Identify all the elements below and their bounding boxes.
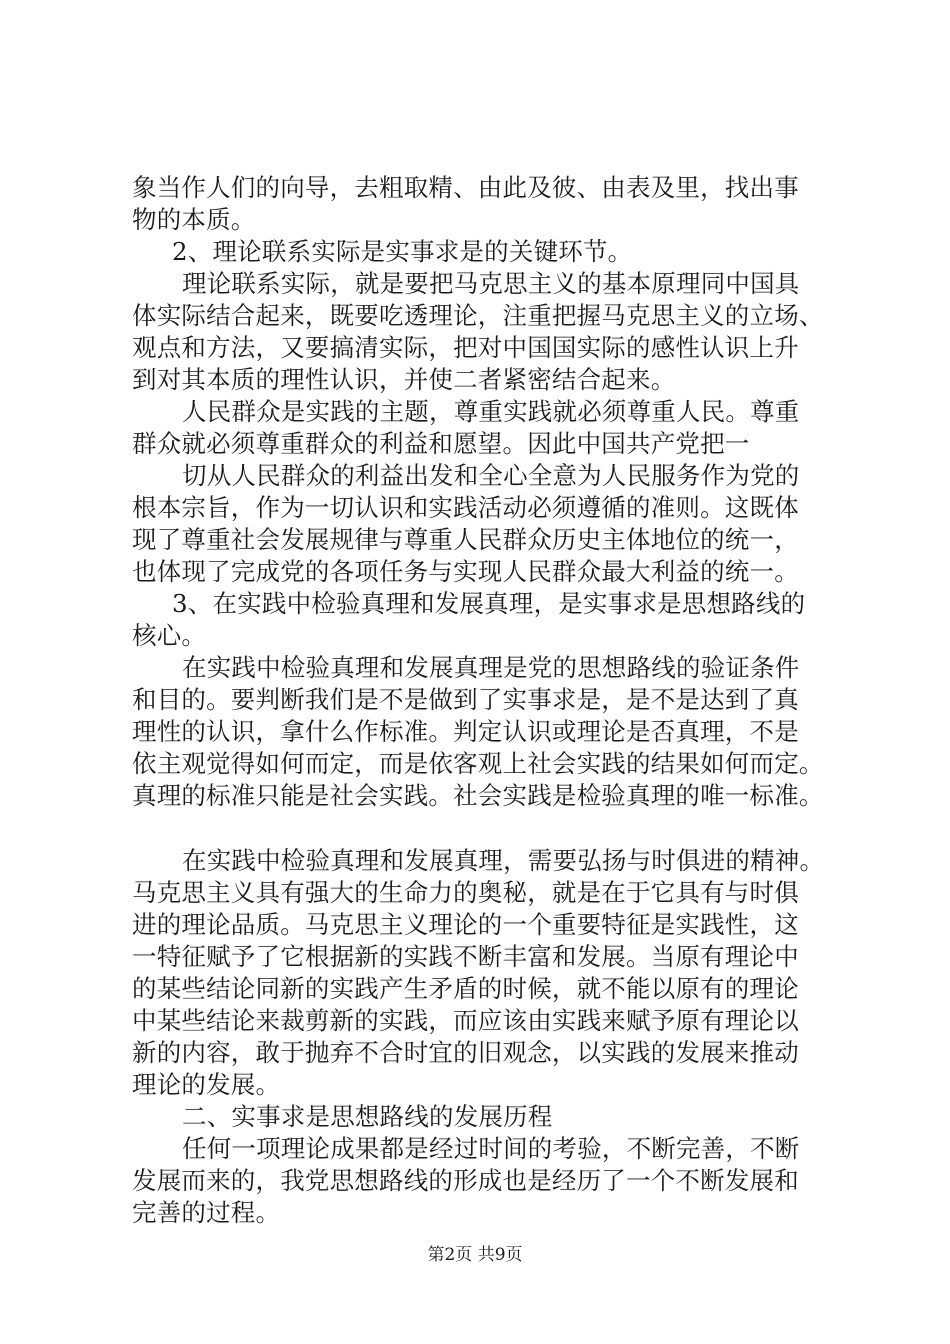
text-line: 在实践中检验真理和发展真理是党的思想路线的验证条件 (182, 653, 800, 682)
text-line: 根本宗旨，作为一切认识和实践活动必须遵循的准则。这既体 (132, 493, 799, 522)
text-line: 象当作人们的向导，去粗取精、由此及彼、由表及里，找出事 (132, 173, 799, 202)
text-line: 马克思主义具有强大的生命力的奥秘，就是在于它具有与时俱 (132, 878, 799, 907)
text-line: 切从人民群众的利益出发和全心全意为人民服务作为党的 (182, 461, 800, 490)
text-line: 中某些结论来裁剪新的实践，而应该由实践来赋予原有理论以 (132, 1006, 799, 1035)
text-line: 在实践中检验真理和发展真理，需要弘扬与时俱进的精神。 (182, 846, 825, 875)
text-line: 也体现了完成党的各项任务与实现人民群众最大利益的统一。 (132, 557, 799, 586)
text-line: 和目的。要判断我们是不是做到了实事求是，是不是达到了真 (132, 685, 799, 714)
text-line: 观点和方法，又要搞清实际，把对中国国实际的感性认识上升 (132, 333, 799, 362)
section-heading: 2、理论联系实际是实事求是的关键环节。 (172, 237, 633, 266)
text-line: 发展而来的，我党思想路线的形成也是经历了一个不断发展和 (132, 1166, 799, 1195)
text-line: 任何一项理论成果都是经过时间的考验，不断完善，不断 (182, 1134, 800, 1163)
text-line: 群众就必须尊重群众的利益和愿望。因此中国共产党把一 (132, 429, 750, 458)
text-line: 现了尊重社会发展规律与尊重人民群众历史主体地位的统一， (132, 525, 799, 554)
text-line: 理论联系实际，就是要把马克思主义的基本原理同中国具 (182, 269, 800, 298)
text-line: 一特征赋予了它根据新的实践不断丰富和发展。当原有理论中 (132, 942, 799, 971)
page-number-footer: 第2页 共9页 (427, 1245, 523, 1265)
document-body (132, 172, 832, 1229)
text-line: 的某些结论同新的实践产生矛盾的时候，就不能以原有的理论 (132, 974, 799, 1003)
text-line: 依主观觉得如何而定，而是依客观上社会实践的结果如何而定。 (132, 749, 824, 778)
text-line: 理论的发展。 (132, 1070, 281, 1099)
text-line: 新的内容，敢于抛弃不合时宜的旧观念，以实践的发展来推动 (132, 1038, 799, 1067)
section-heading: 3、在实践中检验真理和发展真理，是实事求是思想路线的 (172, 589, 806, 618)
text-line: 真理的标准只能是社会实践。社会实践是检验真理的唯一标准。 (132, 781, 824, 810)
text-line: 人民群众是实践的主题，尊重实践就必须尊重人民。尊重 (182, 397, 800, 426)
text-line: 理性的认识，拿什么作标准。判定认识或理论是否真理，不是 (132, 717, 799, 746)
text-line: 到对其本质的理性认识，并使二者紧密结合起来。 (132, 365, 676, 394)
text-line: 体实际结合起来，既要吃透理论，注重把握马克思主义的立场、 (132, 301, 824, 330)
text-line: 完善的过程。 (132, 1198, 281, 1227)
text-line: 进的理论品质。马克思主义理论的一个重要特征是实践性，这 (132, 910, 799, 939)
text-line: 核心。 (132, 621, 207, 650)
section-heading: 二、实事求是思想路线的发展历程 (182, 1102, 553, 1131)
text-line: 物的本质。 (132, 205, 256, 234)
paragraph-gap (132, 812, 832, 845)
